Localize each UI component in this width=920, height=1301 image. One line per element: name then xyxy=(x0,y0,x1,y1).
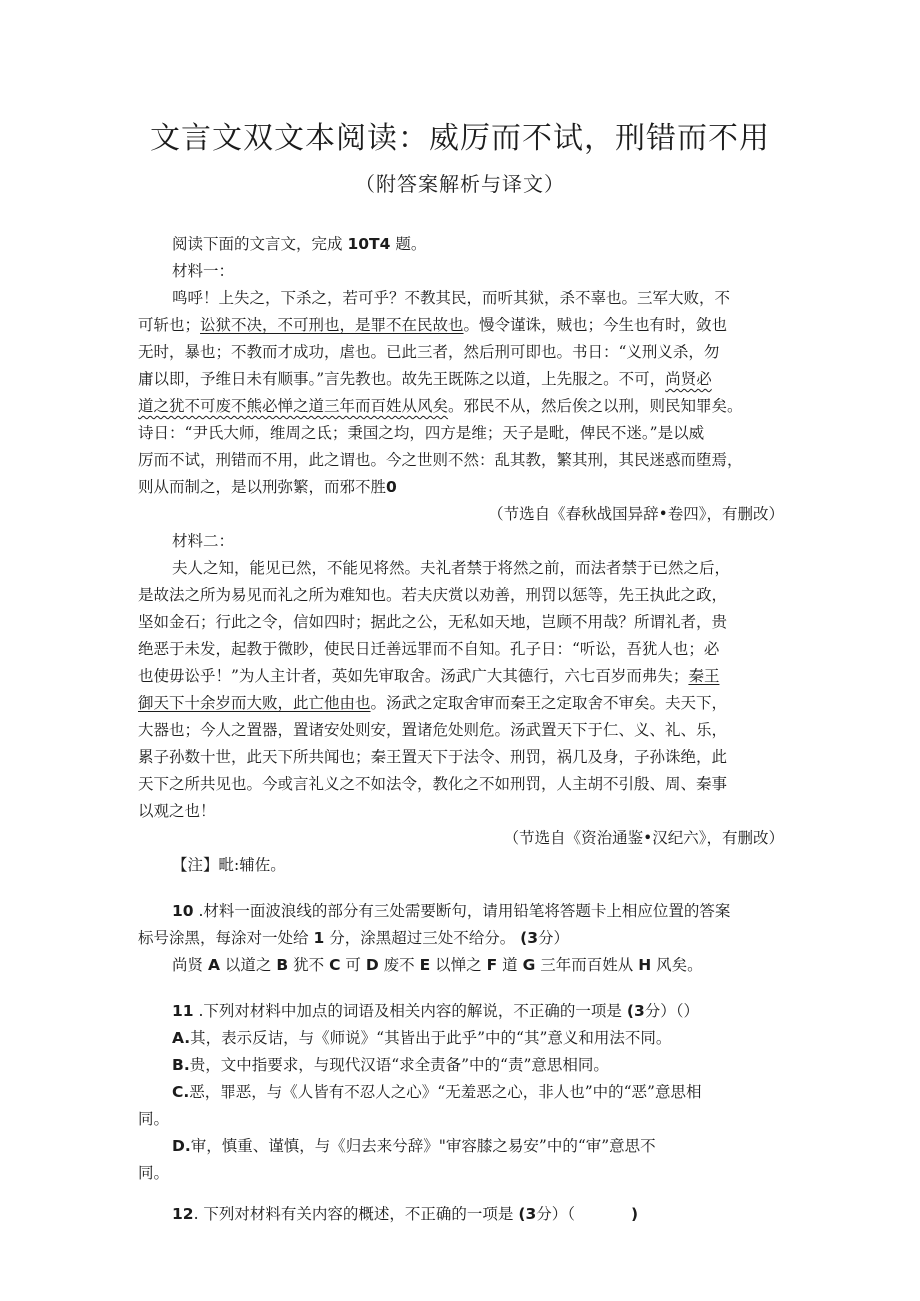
question-11-stem: 11 .下列对材料中加点的词语及相关内容的解说，不正确的一项是 (3分）（） xyxy=(172,1002,700,1020)
question-11-option-d-cont: 同。 xyxy=(138,1164,170,1182)
material-one-label: 材料一： xyxy=(172,262,235,280)
material-one-line: 厉而不试，刑错而不用，此之谓也。今之世则不然：乱其教，繁其刑，其民迷惑而堕焉， xyxy=(138,451,743,469)
material-one-line: 道之犹不可废不熊必惮之道三年而百姓从风矣。邪民不从，然后俟之以刑，则民知罪矣。 xyxy=(138,397,743,415)
material-one-line: 鸣呼！上失之，下杀之，若可乎？不教其民，而听其狱，杀不辜也。三军大败，不 xyxy=(172,289,731,307)
material-one-line: 诗日：“尹氏大师，维周之氐；秉国之均，四方是维；天子是毗，俾民不迷。”是以威 xyxy=(138,424,705,442)
material-two-line: 天下之所共见也。今或言礼义之不如法令，教化之不如刑罚，人主胡不引殷、周、秦事 xyxy=(138,775,728,793)
footnote: 【注】毗:辅佐。 xyxy=(172,856,286,874)
material-one-line: 无时，暴也；不教而才成功，虐也。已此三者，然后刑可即也。书日：“义刑义杀，勿 xyxy=(138,343,720,361)
question-10-stem: 10 .材料一面波浪线的部分有三处需要断句，请用铅笔将答题卡上相应位置的答案 xyxy=(172,902,731,920)
material-two-line: 坚如金石；行此之令，信如四时；据此之公，无私如天地，岂顾不用哉？所谓礼者，贵 xyxy=(138,613,728,631)
question-11-option-a: A.其，表示反诘，与《师说》“其皆出于此乎”中的“其”意义和用法不同。 xyxy=(172,1029,672,1047)
question-12-stem: 12. 下列对材料有关内容的概述，不正确的一项是 (3分）（ ) xyxy=(172,1205,639,1223)
material-two-line: 是故法之所为易见而礼之所为难知也。若夫庆赏以劝善，刑罚以惩等，先王执此之政， xyxy=(138,586,728,604)
document-body xyxy=(138,231,788,1228)
page-subtitle: （附答案解析与译文） xyxy=(355,172,565,196)
material-one-line: 庸以即，予维日未有顺事。”言先教也。故先王既陈之以道，上先服之。不可，尚贤必 xyxy=(138,370,712,388)
material-two-line: 大器也；今人之置器，置诸安处则安，置诸危处则危。汤武置天下于仁、义、礼、乐， xyxy=(138,721,728,739)
material-two-line: 以观之也！ xyxy=(138,802,216,820)
wavy-underlined-passage: 尚贤必 xyxy=(665,370,712,388)
question-11-option-c: C.恶，罪恶，与《人皆有不忍人之心》“无羞恶之心，非人也”中的“恶”意思相 xyxy=(172,1083,702,1101)
question-11-option-d: D.审，慎重、谨慎，与《归去来兮辞》"审容膝之易安”中的“审”意思不 xyxy=(172,1137,656,1155)
material-two-source: （节选自《资治通鉴•汉纪六》，有删改） xyxy=(503,829,784,847)
underlined-sentence: 秦王 xyxy=(688,667,720,685)
material-one-source: （节选自《春秋战国异辞•卷四》，有删改） xyxy=(488,505,784,523)
question-10-stem: 标号涂黑，每涂对一处给 1 分，涂黑超过三处不给分。 (3分） xyxy=(138,929,570,947)
question-11-option-c-cont: 同。 xyxy=(138,1110,170,1128)
material-one-line: 可斩也；讼狱不决，不可刑也，是罪不在民故也。慢令谨诛，贼也；今生也有时，敛也 xyxy=(138,316,728,334)
material-one-line: 则从而制之，是以刑弥繁，而邪不胜0 xyxy=(138,478,397,496)
material-two-line: 累子孙数十世，此天下所共闻也；秦王置天下于法令、刑罚，祸几及身，子孙诛绝，此 xyxy=(138,748,728,766)
underlined-sentence: 讼狱不决，不可刑也，是罪不在民故也 xyxy=(200,316,464,334)
intro-line: 阅读下面的文言文，完成 10T4 题。 xyxy=(172,235,427,253)
question-10-options: 尚贤 A 以道之 B 犹不 C 可 D 废不 E 以惮之 F 道 G 三年而百姓从 H 风矣。 xyxy=(172,956,703,974)
material-two-label: 材料二： xyxy=(172,532,235,550)
material-two-line: 绝恶于未发，起教于微眇，使民日迁善远罪而不自知。孔子日：“听讼，吾犹人也；必 xyxy=(138,640,720,658)
material-two-line: 夫人之知，能见已然，不能见将然。夫礼者禁于将然之前，而法者禁于已然之后， xyxy=(172,559,731,577)
question-11-option-b: B.贵，文中指要求，与现代汉语“求全责备”中的“责”意思相同。 xyxy=(172,1056,609,1074)
material-two-line: 御天下十余岁而大败，此亡他由也。汤武之定取舍审而秦王之定取舍不审矣。夫天下， xyxy=(138,694,728,712)
underlined-sentence: 御天下十余岁而大败，此亡他由也 xyxy=(138,694,371,712)
material-two-line: 也使毋讼乎！”为人主计者，英如先审取舍。汤武广大其德行，六七百岁而弗失；秦王 xyxy=(138,667,720,685)
page-title: 文言文双文本阅读：威厉而不试，刑错而不用 xyxy=(150,121,770,156)
wavy-underlined-passage: 道之犹不可废不熊必惮之道三年而百姓从风矣 xyxy=(138,397,449,415)
